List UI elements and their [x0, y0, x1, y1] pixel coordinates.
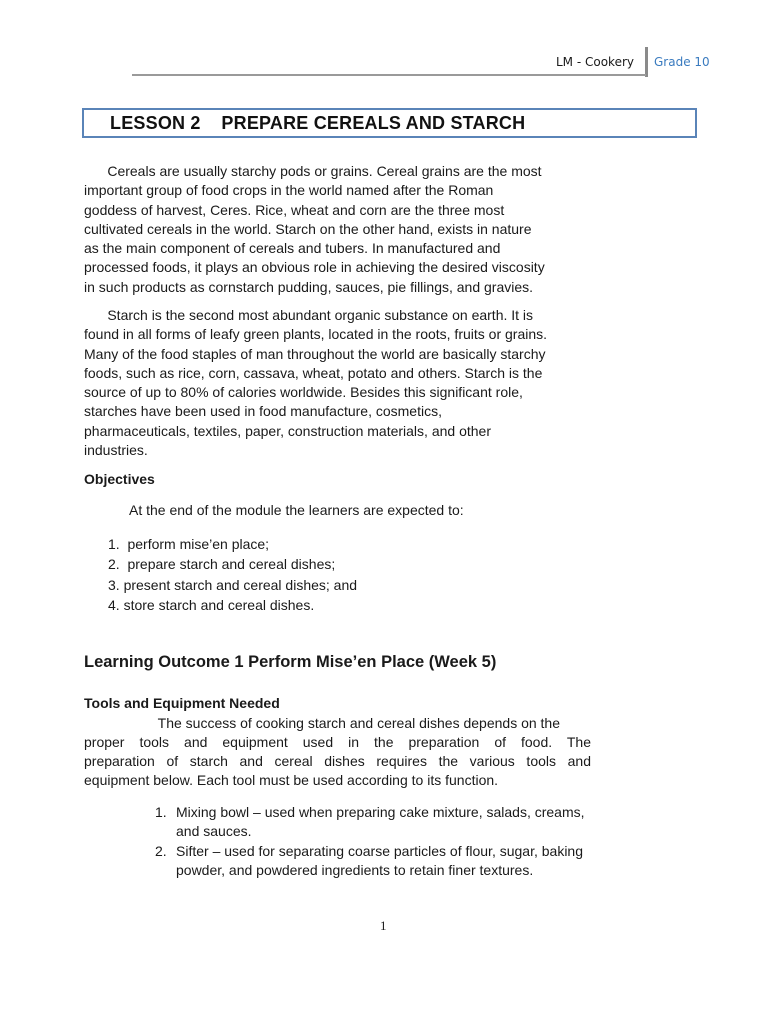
paragraph-line: The success of cooking starch and cereal dishes depends on the	[84, 715, 561, 731]
header-rule	[132, 74, 646, 76]
lesson-title-box	[82, 108, 697, 138]
paragraph-line: goddess of harvest, Ceres. Rice, wheat and corn are the three most	[84, 201, 505, 218]
paragraph-line: source of up to 80% of calories worldwide. Besides this significant role,	[84, 384, 523, 401]
paragraph-line: in such products as cornstarch pudding, sauces, pie fillings, and gravies.	[84, 278, 534, 295]
tool-description-line: and sauces.	[176, 823, 252, 839]
intro-paragraph-1	[84, 162, 602, 297]
paragraph-line: preparation of starch and cereal dishes requires the various tools and	[84, 753, 591, 769]
tool-description-line: powder, and powdered ingredients to retain finer textures.	[176, 862, 534, 878]
objectives-lead: At the end of the module the learners are expected to:	[129, 502, 464, 518]
tool-description-line: Sifter – used for separating coarse particles of flour, sugar, baking	[176, 843, 584, 859]
objectives-heading: Objectives	[84, 471, 155, 487]
lesson-title: LESSON 2 PREPARE CEREALS AND STARCH	[110, 113, 526, 133]
paragraph-line: pharmaceuticals, textiles, paper, construction materials, and other	[84, 422, 491, 439]
tools-intro-paragraph	[84, 714, 591, 790]
paragraph-line: foods, such as rice, corn, cassava, wheat, potato and others. Starch is the	[84, 364, 543, 381]
paragraph-line: cultivated cereals in the world. Starch on the other hand, exists in nature	[84, 220, 532, 237]
paragraph-line: important group of food crops in the world named after the Roman	[84, 182, 494, 199]
paragraph-line: found in all forms of leafy green plants, located in the roots, fruits or grains.	[84, 326, 548, 343]
module-label: LM - Cookery	[556, 55, 634, 69]
tools-heading: Tools and Equipment Needed	[84, 695, 280, 711]
objective-item: 3. present starch and cereal dishes; and	[108, 577, 358, 593]
intro-paragraph-2	[84, 306, 602, 460]
tool-description-line: Mixing bowl – used when preparing cake mixture, salads, creams,	[176, 804, 585, 820]
page-number: 1	[380, 918, 387, 933]
tool-number: 1.	[155, 804, 167, 820]
objective-item: 2. prepare starch and cereal dishes;	[108, 556, 336, 572]
paragraph-line: Cereals are usually starchy pods or grains. Cereal grains are the most	[84, 163, 542, 179]
learning-outcome-heading: Learning Outcome 1 Perform Mise’en Place (Week 5)	[84, 653, 497, 671]
objective-item: 4. store starch and cereal dishes.	[108, 597, 315, 613]
paragraph-line: as the main component of cereals and tubers. In manufactured and	[84, 240, 501, 257]
objective-item: 1. perform mise’en place;	[108, 536, 270, 552]
grade-label: Grade 10	[654, 55, 710, 69]
paragraph-line: starches have been used in food manufacture, cosmetics,	[84, 403, 442, 420]
paragraph-line: Starch is the second most abundant organic substance on earth. It is	[84, 307, 534, 323]
paragraph-line: Many of the food staples of man throughout the world are basically starchy	[84, 345, 546, 362]
tool-number: 2.	[155, 843, 167, 859]
paragraph-line: equipment below. Each tool must be used according to its function.	[84, 772, 499, 788]
header-divider	[645, 47, 648, 77]
paragraph-line: processed foods, it plays an obvious role in achieving the desired viscosity	[84, 259, 545, 276]
paragraph-line: proper tools and equipment used in the preparation of food. The	[84, 734, 591, 750]
paragraph-line: industries.	[84, 442, 148, 459]
